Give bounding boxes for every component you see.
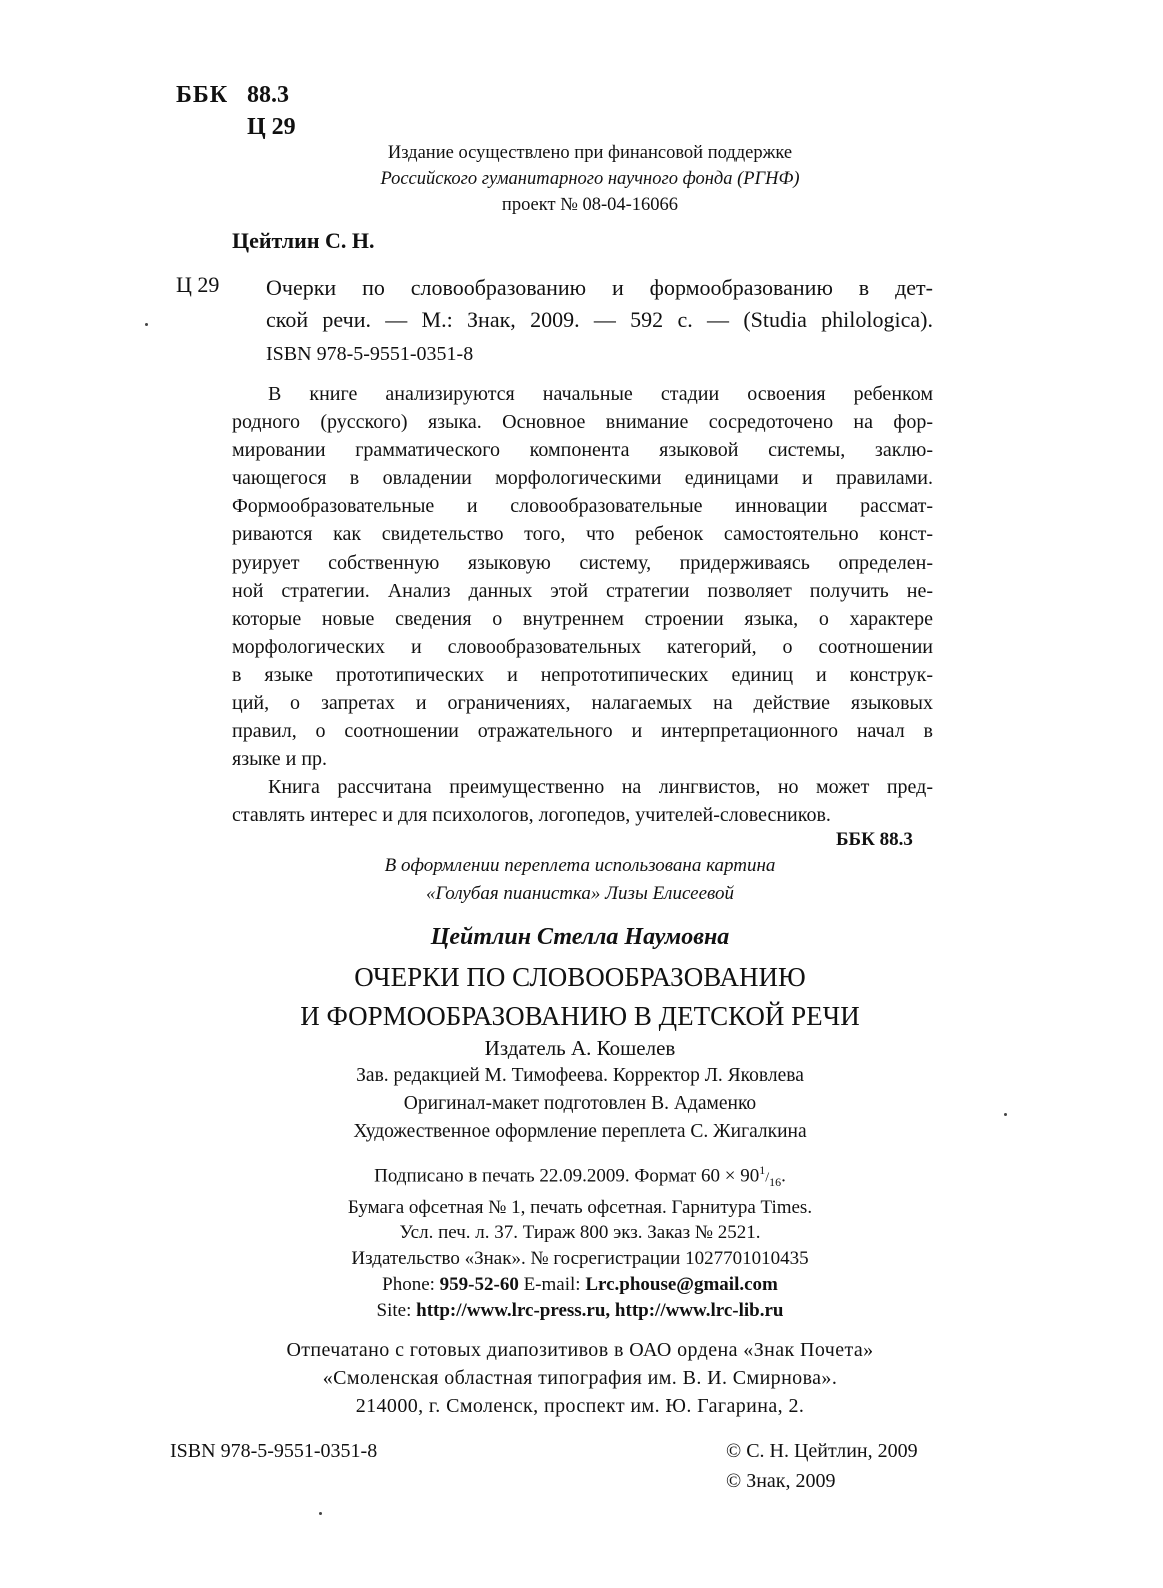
- funding-note: [300, 140, 880, 218]
- print-signed-text: Подписано в печать 22.09.2009. Формат 60 × 90: [374, 1165, 760, 1187]
- site-link[interactable]: http://www.lrc-lib.ru: [614, 1300, 784, 1321]
- scan-speck: [1004, 1113, 1007, 1116]
- bbk-code: 88.3: [247, 82, 289, 108]
- scan-speck: [319, 1512, 322, 1515]
- abstract-line: В книге анализируются начальные стадии освоения ребенком: [268, 383, 933, 405]
- book-title: [250, 958, 910, 1036]
- email-label: E-mail:: [518, 1274, 586, 1295]
- printer-line: «Смоленская областная типография им. В. И. Смирнова».: [322, 1367, 838, 1389]
- abstract-line: родного (русского) языка. Основное внимание сосредоточено на фор-: [232, 411, 933, 434]
- credit-layout: Оригинал-макет подготовлен В. Адаменко: [403, 1093, 757, 1114]
- bibliographic-line: Очерки по словообразованию и формообразованию в дет-: [266, 275, 933, 300]
- scan-speck: [145, 323, 148, 326]
- book-title-line: ОЧЕРКИ ПО СЛОВООБРАЗОВАНИЮ: [354, 962, 806, 992]
- print-volume: Усл. печ. л. 37. Тираж 800 экз. Заказ № 2521.: [399, 1222, 761, 1244]
- print-signed-end: .: [781, 1165, 786, 1187]
- format-numerator: 1: [759, 1163, 766, 1177]
- abstract-line: Формообразовательные и словообразовательные инновации рассмат-: [232, 495, 933, 518]
- email-address[interactable]: Lrc.phouse@gmail.com: [585, 1274, 778, 1295]
- bbk-label: ББК: [176, 82, 229, 108]
- printer-address: 214000, г. Смоленск, проспект им. Ю. Гагарина, 2.: [355, 1395, 805, 1417]
- phone-label: Phone:: [382, 1274, 440, 1295]
- abstract-line: чающегося в овладении морфологическими единицами и правилами.: [232, 467, 933, 490]
- copyright-publisher: © Знак, 2009: [726, 1470, 836, 1492]
- author-mark: Ц 29: [247, 114, 296, 140]
- isbn-top: ISBN 978-5-9551-0351-8: [266, 343, 474, 365]
- author-full-name: Цейтлин Стелла Наумовна: [430, 924, 730, 950]
- abstract-line: мировании грамматического компонента языковой системы, заклю-: [232, 439, 933, 462]
- credit-editors: Зав. редакцией М. Тимофеева. Корректор Л. Яковлева: [356, 1065, 804, 1086]
- cover-note: [300, 852, 860, 908]
- author-heading: Цейтлин С. Н.: [232, 228, 375, 253]
- copyright: [726, 1436, 918, 1496]
- abstract-line: ций, о запретах и ограничениях, налагаемых на действие языковых: [232, 692, 933, 715]
- printer-info: [200, 1336, 960, 1420]
- site-label: Site:: [376, 1300, 417, 1321]
- abstract-line: правил, о соотношении отражательного и интерпретационного начал в: [232, 720, 933, 743]
- site-separator: ,: [605, 1300, 615, 1321]
- abstract-line: руирует собственную языковую систему, придерживаясь определен-: [232, 551, 933, 574]
- abstract-line: ставлять интерес и для психологов, логопедов, учителей-словесников.: [232, 804, 831, 827]
- abstract-line: морфологических и словообразовательных категорий, о соотношении: [232, 635, 933, 658]
- bibliographic-line: ской речи. — М.: Знак, 2009. — 592 с. — (Studia philologica).: [266, 307, 933, 332]
- credit-publisher: Издатель А. Кошелев: [484, 1036, 676, 1060]
- bibliographic-description: [266, 272, 933, 336]
- abstract-line: ной стратегии. Анализ данных этой стратегии позволяет получить не-: [232, 579, 933, 602]
- contact-site: [250, 1298, 910, 1324]
- contact-phone-email: [250, 1272, 910, 1298]
- credit-cover-design: Художественное оформление переплета С. Жигалкина: [353, 1121, 807, 1142]
- publisher-registration: Издательство «Знак». № госрегистрации 1027701010435: [351, 1248, 809, 1269]
- bbk-right: ББК 88.3: [836, 829, 913, 850]
- credits: [250, 1034, 910, 1146]
- printer-line: Отпечатано с готовых диапозитивов в ОАО ордена «Знак Почета»: [286, 1339, 874, 1361]
- print-signed: Подписано в печать 22.09.2009. Формат $60 \times 90^1/_{16}$.: [374, 1163, 786, 1190]
- abstract-line: которые новые сведения о внутреннем строении языка, о характере: [232, 607, 933, 630]
- abstract-line: риваются как свидетельство того, что ребенок самостоятельно конст-: [232, 523, 933, 546]
- phone-number: 959-52-60: [439, 1274, 519, 1295]
- funding-line: Издание осуществлено при финансовой поддержке: [387, 143, 793, 163]
- cover-note-line: В оформлении переплета использована картина: [384, 855, 776, 876]
- copyright-author: © С. Н. Цейтлин, 2009: [726, 1440, 918, 1462]
- format-denominator: 16: [769, 1175, 782, 1190]
- funding-project: проект № 08-04-16066: [501, 195, 679, 215]
- isbn-bottom: ISBN 978-5-9551-0351-8: [170, 1440, 378, 1462]
- print-paper: Бумага офсетная № 1, печать офсетная. Гарнитура Times.: [347, 1197, 813, 1219]
- site-link[interactable]: http://www.lrc-press.ru: [416, 1300, 606, 1321]
- publisher-contact: [250, 1246, 910, 1324]
- abstract: [232, 380, 933, 830]
- abstract-line: языке и пр.: [232, 748, 328, 771]
- funding-fund-name: Российского гуманитарного научного фонда (РГНФ): [380, 169, 800, 189]
- book-title-line: И ФОРМООБРАЗОВАНИЮ В ДЕТСКОЙ РЕЧИ: [300, 1001, 860, 1031]
- bibliographic-code: Ц 29: [176, 272, 220, 297]
- print-info: [250, 1158, 910, 1245]
- cover-note-line: «Голубая пианистка» Лизы Елисеевой: [425, 883, 735, 904]
- abstract-line: Книга рассчитана преимущественно на лингвистов, но может пред-: [268, 776, 933, 799]
- abstract-line: в языке прототипических и непрототипических единиц и конструк-: [232, 663, 933, 686]
